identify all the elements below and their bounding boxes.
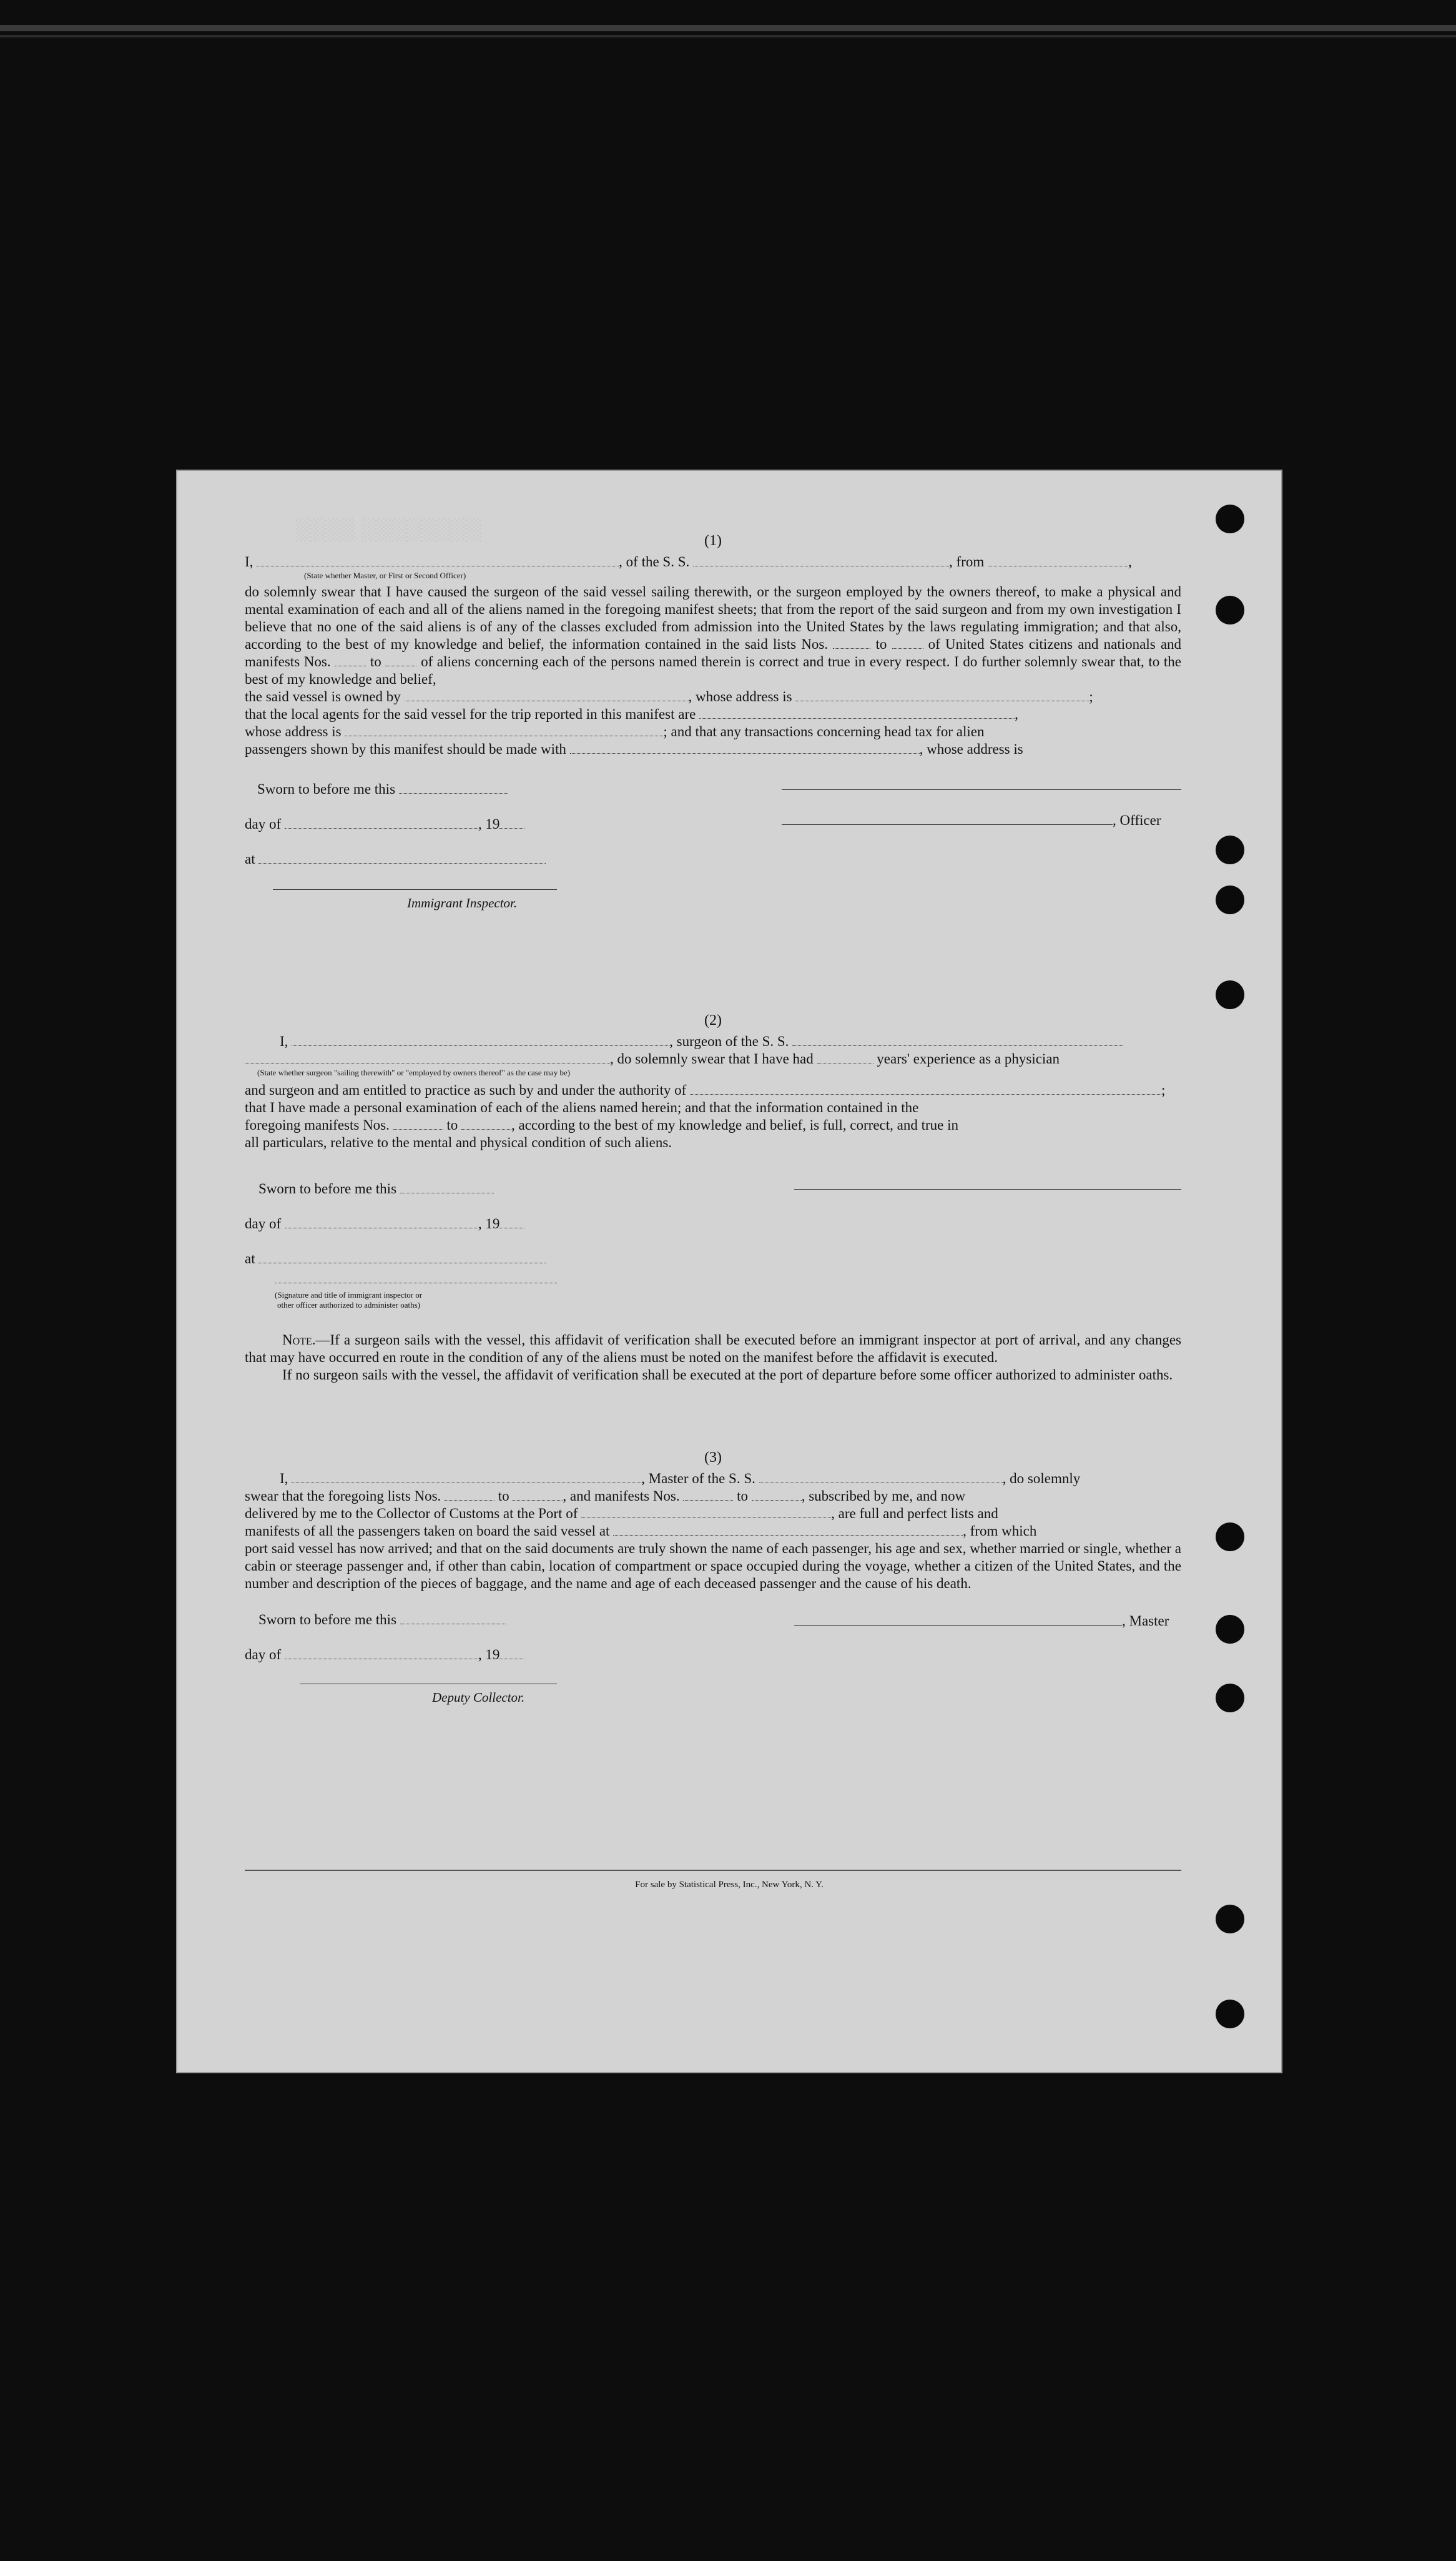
signature-caption [275, 1290, 422, 1310]
master-label: , Master [1122, 1613, 1169, 1629]
section-3-number: (3) [704, 1449, 722, 1466]
punch-hole [1216, 1522, 1244, 1551]
note-text: —If a surgeon sails with the vessel, this affidavit of verification shall be executed before an immigrant inspector at port of arrival, and any changes that may have occurred en route in the condition of any of the aliens must be noted on the manifest before the affidavit is executed. [245, 1332, 1181, 1365]
punch-hole [1216, 1615, 1244, 1644]
passengers-text: passengers shown by this manifest should be made with [245, 741, 566, 757]
delivered-text: delivered by me to the Collector of Customs at the Port of [245, 1506, 578, 1521]
year-label: , 19 [478, 816, 500, 832]
deputy-label: Deputy Collector. [432, 1690, 525, 1705]
examination-line: that I have made a personal examination of each of the aliens named herein; and that the information contained in the [245, 1100, 919, 1115]
sworn-label: Sworn to before me this [258, 1612, 397, 1627]
departure-port-field[interactable] [613, 1524, 963, 1536]
us-citizens-text: of United States citizens and nationals and manifests Nos. [245, 636, 1182, 669]
authority-text: and surgeon and am entitled to practice as such by and under the authority of [245, 1082, 687, 1098]
at-line [245, 851, 546, 868]
owned-by-line: the said vessel is owned by , whose address is ; [245, 689, 1093, 704]
deputy-signature-line[interactable] [300, 1676, 557, 1684]
i-label: I, [245, 554, 253, 570]
section-1-signatures [245, 776, 1181, 932]
i-label: I, [280, 1034, 288, 1049]
manifests-line [245, 1117, 1181, 1134]
local-agents-field[interactable] [699, 707, 1015, 719]
aliens-text: of aliens concerning each of the persons named therein is correct and true in every respect. I do further solemnly swear that, to the best of my knowledge and belief, [245, 654, 1181, 687]
printer-footer: For sale by Statistical Press, Inc., New York, N. Y. [635, 1880, 824, 1890]
surgeon-name-field[interactable] [292, 1034, 669, 1046]
signature-caption-line-2: other officer authorized to administer oaths) [277, 1300, 420, 1310]
master-line [245, 1470, 1181, 1488]
at-line [245, 1250, 546, 1268]
do-solemnly-text: , do solemnly [1002, 1471, 1081, 1486]
inspector-signature-line[interactable] [273, 882, 557, 890]
note-2-paragraph: If no surgeon sails with the vessel, the affidavit of verification shall be executed at the port of departure before some officer authorized to administer oaths. [282, 1367, 1173, 1383]
to-label: to [446, 1117, 458, 1133]
officer-signature-top-line[interactable] [782, 776, 1181, 790]
day-of-line [245, 1215, 524, 1233]
punch-hole [1216, 596, 1244, 624]
year-label: , 19 [478, 1216, 500, 1231]
local-agents-line: that the local agents for the said vessel for the trip reported in this manifest are , [245, 706, 1018, 722]
from-label: , from [949, 554, 985, 570]
punch-hole [1216, 2000, 1244, 2028]
master-line: I, , of the S. S. , from , [245, 554, 1132, 570]
passengers-line [245, 741, 1181, 758]
lists-line [245, 1488, 1181, 1505]
master-signature-line-wrap [794, 1611, 1169, 1630]
sworn-date-field[interactable] [399, 782, 508, 794]
of-ss-label: , of the S. S. [619, 554, 690, 570]
surgeon-line [245, 1033, 1181, 1050]
vessel-name-field[interactable] [693, 555, 949, 566]
section-3-signatures [245, 1611, 1181, 1717]
section-1-body-text: do solemnly swear that I have caused the surgeon of the said vessel sailing therewith, or the surgeon employed by the owners thereof, to make a physical and mental examination of each and all of the aliens named in the foregoing manifest sheets; that from the report of the said surgeon and from my own investigation I believe that no one of the said aliens is of any of the classes excluded from admission into the United States by the laws regulating immigration; and that also, according to the best of my knowledge and belief, the information contained in the said lists Nos. [245, 584, 1181, 652]
subscribed-text: , subscribed by me, and now [801, 1488, 966, 1504]
section-1-body [245, 583, 1181, 688]
years-text: years' experience as a physician [877, 1051, 1060, 1067]
section-3-body: port said vessel has now arrived; and that on the said documents are truly shown the name of each passenger, his age and sex, whether married or single, whether a cabin or steerage passenger and, if other than cabin, location of compartment or space occupied during the voyage, whether a citizen of the United States, and the number and description of the pieces of baggage, and the name and age of each deceased passenger and the cause of his death. [245, 1541, 1181, 1591]
punch-hole [1216, 886, 1244, 914]
punch-hole [1216, 505, 1244, 533]
sworn-line [258, 1180, 494, 1198]
affidavit-content [245, 532, 1181, 1717]
sworn-date-field[interactable] [400, 1182, 494, 1193]
note-paragraph [245, 1331, 1181, 1366]
year-field[interactable] [499, 817, 524, 829]
officer-signature-line[interactable] [782, 811, 1113, 825]
and-manifests-text: , and manifests Nos. [563, 1488, 680, 1504]
punch-hole [1216, 836, 1244, 864]
master-caption: (State whether Master, or First or Second Officer) [304, 571, 466, 580]
day-of-line [245, 816, 524, 833]
footer-rule [245, 1870, 1181, 1871]
port-field[interactable] [581, 1506, 831, 1518]
surgeon-vessel-field[interactable] [792, 1034, 1123, 1046]
surgeon-caption: (State whether surgeon "sailing therewith" or "employed by owners thereof" as the case may be) [257, 1068, 571, 1077]
officer-label: , Officer [1113, 812, 1161, 828]
master-name-field[interactable] [292, 1471, 641, 1483]
delivered-line [245, 1505, 1181, 1522]
to-label: to [737, 1488, 748, 1504]
i-label: I, [280, 1471, 288, 1486]
manifests-to-field[interactable] [461, 1118, 511, 1130]
month-field[interactable] [285, 1216, 478, 1228]
year-field[interactable] [499, 1216, 524, 1228]
sworn-label: Sworn to before me this [258, 1181, 397, 1197]
agents-address-field[interactable] [345, 724, 663, 736]
manifests-to-field[interactable] [752, 1489, 802, 1501]
according-text: , according to the best of my knowledge and belief, is full, correct, and true in [511, 1117, 958, 1133]
whose-address-label: , whose address is [919, 741, 1023, 757]
officer-line [782, 811, 1161, 829]
at-label: at [245, 1251, 255, 1266]
punch-hole [1216, 1905, 1244, 1933]
to-label: to [370, 654, 381, 669]
sworn-line [257, 781, 508, 798]
lists-to-field[interactable] [892, 637, 923, 649]
manifests-label: foregoing manifests Nos. [245, 1117, 390, 1133]
master-of-label: , Master of the S. S. [641, 1471, 755, 1486]
manifests-to-field[interactable] [385, 654, 416, 666]
signature-caption-line-1: (Signature and title of immigrant inspector or [275, 1290, 423, 1300]
film-strip-border [0, 25, 1456, 31]
note-label: Note. [282, 1332, 316, 1348]
place-field[interactable] [258, 852, 546, 864]
from-which-text: , from which [963, 1523, 1037, 1539]
years-field[interactable] [817, 1052, 873, 1063]
authority-field[interactable] [690, 1083, 1161, 1095]
full-perfect-text: , are full and perfect lists and [831, 1506, 998, 1521]
to-label: to [875, 636, 887, 652]
lists-from-field[interactable] [833, 637, 870, 649]
day-of-label: day of [245, 1647, 282, 1662]
master-name-field[interactable] [257, 555, 619, 566]
swear-lists-text: swear that the foregoing lists Nos. [245, 1488, 441, 1504]
film-strip-border-2 [0, 35, 1456, 37]
inspector-label: Immigrant Inspector. [407, 896, 518, 910]
month-field[interactable] [285, 1647, 478, 1659]
surgeon-experience-line [245, 1050, 1181, 1068]
month-field[interactable] [285, 817, 478, 829]
head-tax-agent-field[interactable] [570, 742, 920, 754]
to-label: to [498, 1488, 509, 1504]
section-2-signatures [245, 1175, 1181, 1331]
swear-had-text: , do solemnly swear that I have had [610, 1051, 814, 1067]
place-field[interactable] [258, 1251, 546, 1263]
agents-address-line [245, 723, 1181, 741]
at-label: at [245, 851, 255, 867]
year-label: , 19 [478, 1647, 500, 1662]
surgeon-status-field[interactable] [245, 1052, 610, 1063]
owner-field[interactable] [405, 689, 689, 701]
day-of-label: day of [245, 816, 282, 832]
sworn-label: Sworn to before me this [257, 781, 396, 797]
particulars-line: all particulars, relative to the mental and physical condition of such aliens. [245, 1135, 672, 1150]
local-agents-label: that the local agents for the said vessel for the trip reported in this manifest are [245, 706, 696, 722]
section-2-number: (2) [704, 1012, 722, 1029]
owner-address-field[interactable] [795, 689, 1089, 701]
day-of-label: day of [245, 1216, 282, 1231]
surgeon-of-label: , surgeon of the S. S. [669, 1034, 789, 1049]
vessel-name-field[interactable] [759, 1471, 1003, 1483]
manifests-from-field[interactable] [683, 1489, 733, 1501]
master-signature-line[interactable] [794, 1611, 1122, 1626]
whose-address-label: whose address is [245, 724, 342, 739]
inspector-signature-line[interactable] [275, 1275, 557, 1283]
lists-from-field[interactable] [445, 1489, 494, 1501]
sworn-line [258, 1611, 506, 1629]
section-1-number: (1) [704, 533, 722, 549]
year-field[interactable] [499, 1647, 524, 1659]
bleed-through-text: ░░░░ ░░░░░░░░ [295, 519, 481, 543]
punch-hole [1216, 1684, 1244, 1712]
head-tax-text: ; and that any transactions concerning head tax for alien [663, 724, 985, 739]
day-of-line [245, 1646, 524, 1664]
manifest-verification-page [176, 470, 1282, 2073]
surgeon-signature-line[interactable] [794, 1175, 1181, 1190]
sworn-date-field[interactable] [400, 1612, 506, 1624]
manifests-from-field[interactable] [393, 1118, 443, 1130]
manifests-from-field[interactable] [335, 654, 366, 666]
lists-to-field[interactable] [513, 1489, 563, 1501]
manifests-all-text: manifests of all the passengers taken on board the said vessel at [245, 1523, 610, 1539]
from-port-field[interactable] [988, 555, 1128, 566]
authority-line: and surgeon and am entitled to practice as such by and under the authority of ; [245, 1082, 1166, 1098]
owned-by-label: the said vessel is owned by [245, 689, 401, 704]
manifests-all-line [245, 1522, 1181, 1540]
whose-address-label: , whose address is [688, 689, 792, 704]
punch-hole [1216, 980, 1244, 1009]
